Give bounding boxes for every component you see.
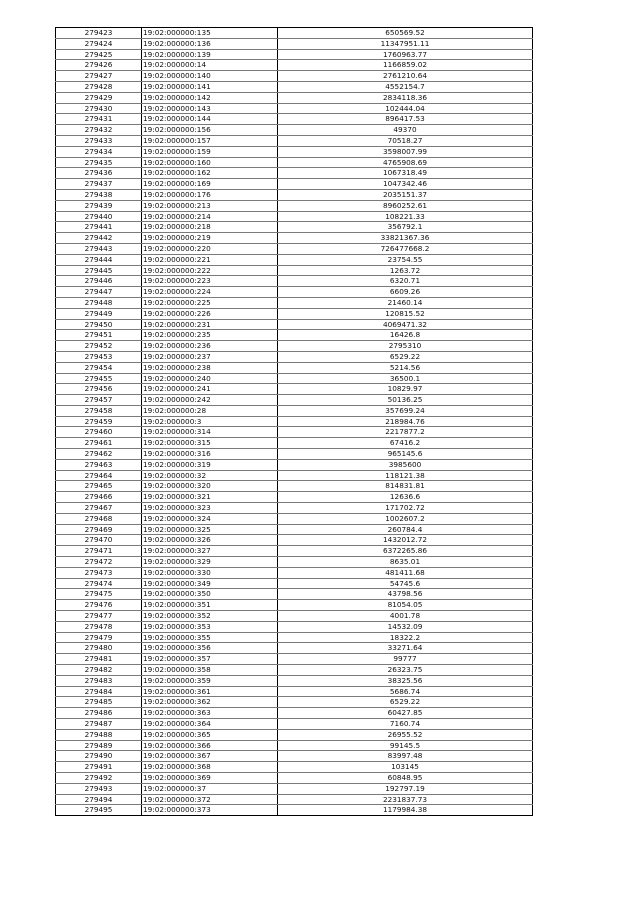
cell-id: 279452 [56, 341, 142, 352]
cell-value: 357699.24 [278, 405, 533, 416]
cell-id: 279451 [56, 330, 142, 341]
cell-id: 279469 [56, 524, 142, 535]
table-row [56, 405, 533, 416]
table-row [56, 254, 533, 265]
cell-time: 19:02:000000:323 [142, 503, 278, 514]
cell-id: 279491 [56, 762, 142, 773]
table-row [56, 589, 533, 600]
cell-time: 19:02:000000:176 [142, 189, 278, 200]
cell-value: 356792.1 [278, 222, 533, 233]
cell-time: 19:02:000000:358 [142, 665, 278, 676]
cell-value: 14532.09 [278, 621, 533, 632]
table-row [56, 384, 533, 395]
cell-id: 279458 [56, 405, 142, 416]
table-row [56, 632, 533, 643]
cell-time: 19:02:000000:355 [142, 632, 278, 643]
cell-value: 23754.55 [278, 254, 533, 265]
cell-value: 4552154.7 [278, 81, 533, 92]
cell-time: 19:02:000000:362 [142, 697, 278, 708]
cell-value: 7160.74 [278, 719, 533, 730]
cell-id: 279463 [56, 459, 142, 470]
cell-id: 279482 [56, 665, 142, 676]
cell-time: 19:02:000000:223 [142, 276, 278, 287]
table-row [56, 459, 533, 470]
cell-time: 19:02:000000:140 [142, 71, 278, 82]
cell-value: 650569.52 [278, 28, 533, 39]
cell-value: 6529.22 [278, 697, 533, 708]
cell-id: 279465 [56, 481, 142, 492]
cell-value: 3598007.99 [278, 146, 533, 157]
table-row [56, 114, 533, 125]
cell-value: 5214.56 [278, 362, 533, 373]
table-row [56, 38, 533, 49]
table-row [56, 643, 533, 654]
table-row [56, 578, 533, 589]
cell-value: 26955.52 [278, 729, 533, 740]
table-row [56, 416, 533, 427]
cell-time: 19:02:000000:366 [142, 740, 278, 751]
cell-value: 2035151.37 [278, 189, 533, 200]
table-row [56, 135, 533, 146]
cell-time: 19:02:000000:142 [142, 92, 278, 103]
cell-time: 19:02:000000:372 [142, 794, 278, 805]
cell-id: 279428 [56, 81, 142, 92]
table-row [56, 611, 533, 622]
cell-time: 19:02:000000:359 [142, 675, 278, 686]
cell-id: 279487 [56, 719, 142, 730]
cell-value: 260784.4 [278, 524, 533, 535]
cell-value: 43798.56 [278, 589, 533, 600]
cell-id: 279444 [56, 254, 142, 265]
table-row [56, 503, 533, 514]
cell-value: 49370 [278, 125, 533, 136]
cell-id: 279479 [56, 632, 142, 643]
cell-id: 279488 [56, 729, 142, 740]
cell-id: 279495 [56, 805, 142, 816]
cell-time: 19:02:000000:321 [142, 492, 278, 503]
cell-id: 279425 [56, 49, 142, 60]
cell-value: 8635.01 [278, 557, 533, 568]
cell-id: 279481 [56, 654, 142, 665]
cell-id: 279462 [56, 449, 142, 460]
cell-time: 19:02:000000:369 [142, 772, 278, 783]
data-table [55, 27, 533, 816]
cell-time: 19:02:000000:235 [142, 330, 278, 341]
cell-time: 19:02:000000:219 [142, 233, 278, 244]
cell-id: 279490 [56, 751, 142, 762]
cell-time: 19:02:000000:160 [142, 157, 278, 168]
cell-value: 6320.71 [278, 276, 533, 287]
table-row [56, 373, 533, 384]
cell-value: 10829.97 [278, 384, 533, 395]
table-row [56, 233, 533, 244]
cell-time: 19:02:000000:316 [142, 449, 278, 460]
cell-value: 481411.68 [278, 567, 533, 578]
cell-value: 18322.2 [278, 632, 533, 643]
table-row [56, 179, 533, 190]
cell-time: 19:02:000000:238 [142, 362, 278, 373]
table-row [56, 546, 533, 557]
cell-id: 279477 [56, 611, 142, 622]
table-row [56, 265, 533, 276]
cell-id: 279467 [56, 503, 142, 514]
table-row [56, 535, 533, 546]
cell-value: 118121.38 [278, 470, 533, 481]
cell-id: 279455 [56, 373, 142, 384]
cell-time: 19:02:000000:326 [142, 535, 278, 546]
cell-value: 1432012.72 [278, 535, 533, 546]
cell-id: 279431 [56, 114, 142, 125]
cell-time: 19:02:000000:327 [142, 546, 278, 557]
cell-time: 19:02:000000:231 [142, 319, 278, 330]
cell-value: 4765908.69 [278, 157, 533, 168]
cell-value: 60427.85 [278, 708, 533, 719]
cell-value: 33271.64 [278, 643, 533, 654]
cell-value: 36500.1 [278, 373, 533, 384]
cell-value: 99145.5 [278, 740, 533, 751]
table-row [56, 600, 533, 611]
cell-value: 6529.22 [278, 351, 533, 362]
cell-id: 279478 [56, 621, 142, 632]
table-row [56, 395, 533, 406]
cell-time: 19:02:000000:222 [142, 265, 278, 276]
table-row [56, 81, 533, 92]
cell-value: 83997.48 [278, 751, 533, 762]
cell-value: 21460.14 [278, 297, 533, 308]
cell-id: 279489 [56, 740, 142, 751]
table-row [56, 308, 533, 319]
table-row [56, 319, 533, 330]
cell-value: 6609.26 [278, 287, 533, 298]
cell-id: 279483 [56, 675, 142, 686]
cell-time: 19:02:000000:357 [142, 654, 278, 665]
cell-value: 2834118.36 [278, 92, 533, 103]
cell-time: 19:02:000000:162 [142, 168, 278, 179]
table-row [56, 783, 533, 794]
cell-id: 279437 [56, 179, 142, 190]
cell-id: 279433 [56, 135, 142, 146]
cell-time: 19:02:000000:353 [142, 621, 278, 632]
table-row [56, 28, 533, 39]
cell-id: 279475 [56, 589, 142, 600]
cell-time: 19:02:000000:356 [142, 643, 278, 654]
cell-time: 19:02:000000:330 [142, 567, 278, 578]
cell-value: 965145.6 [278, 449, 533, 460]
table-row [56, 665, 533, 676]
cell-time: 19:02:000000:143 [142, 103, 278, 114]
table-row [56, 654, 533, 665]
cell-id: 279471 [56, 546, 142, 557]
cell-id: 279472 [56, 557, 142, 568]
cell-id: 279470 [56, 535, 142, 546]
cell-id: 279441 [56, 222, 142, 233]
cell-time: 19:02:000000:214 [142, 211, 278, 222]
table-row [56, 621, 533, 632]
table-row [56, 524, 533, 535]
table-row [56, 557, 533, 568]
cell-time: 19:02:000000:373 [142, 805, 278, 816]
cell-time: 19:02:000000:220 [142, 243, 278, 254]
cell-time: 19:02:000000:135 [142, 28, 278, 39]
table-row [56, 222, 533, 233]
cell-id: 279438 [56, 189, 142, 200]
table-row [56, 686, 533, 697]
cell-value: 8960252.61 [278, 200, 533, 211]
cell-value: 12636.6 [278, 492, 533, 503]
cell-value: 1179984.38 [278, 805, 533, 816]
cell-value: 192797.19 [278, 783, 533, 794]
table-row [56, 470, 533, 481]
cell-time: 19:02:000000:225 [142, 297, 278, 308]
cell-id: 279448 [56, 297, 142, 308]
cell-time: 19:02:000000:141 [142, 81, 278, 92]
cell-id: 279429 [56, 92, 142, 103]
cell-id: 279468 [56, 513, 142, 524]
cell-value: 38325.56 [278, 675, 533, 686]
table-row [56, 243, 533, 254]
cell-id: 279464 [56, 470, 142, 481]
table-row [56, 157, 533, 168]
table-row [56, 351, 533, 362]
cell-value: 6372265.86 [278, 546, 533, 557]
cell-value: 4001.78 [278, 611, 533, 622]
cell-value: 1047342.46 [278, 179, 533, 190]
cell-time: 19:02:000000:319 [142, 459, 278, 470]
cell-value: 1002607.2 [278, 513, 533, 524]
cell-id: 279435 [56, 157, 142, 168]
cell-id: 279492 [56, 772, 142, 783]
cell-id: 279454 [56, 362, 142, 373]
cell-id: 279457 [56, 395, 142, 406]
cell-time: 19:02:000000:368 [142, 762, 278, 773]
table-body [56, 28, 533, 816]
cell-time: 19:02:000000:315 [142, 438, 278, 449]
cell-id: 279423 [56, 28, 142, 39]
table-row [56, 492, 533, 503]
cell-value: 2761210.64 [278, 71, 533, 82]
cell-value: 26323.75 [278, 665, 533, 676]
cell-time: 19:02:000000:241 [142, 384, 278, 395]
cell-value: 2231837.73 [278, 794, 533, 805]
table-row [56, 427, 533, 438]
cell-id: 279480 [56, 643, 142, 654]
cell-value: 99777 [278, 654, 533, 665]
table-row [56, 362, 533, 373]
cell-id: 279450 [56, 319, 142, 330]
cell-time: 19:02:000000:365 [142, 729, 278, 740]
cell-id: 279449 [56, 308, 142, 319]
cell-time: 19:02:000000:156 [142, 125, 278, 136]
cell-id: 279440 [56, 211, 142, 222]
table-row [56, 71, 533, 82]
table-row [56, 805, 533, 816]
table-row [56, 513, 533, 524]
cell-time: 19:02:000000:329 [142, 557, 278, 568]
cell-id: 279443 [56, 243, 142, 254]
cell-id: 279434 [56, 146, 142, 157]
table-row [56, 708, 533, 719]
table-row [56, 189, 533, 200]
table-row [56, 697, 533, 708]
cell-id: 279424 [56, 38, 142, 49]
cell-id: 279426 [56, 60, 142, 71]
table-row [56, 330, 533, 341]
cell-value: 103145 [278, 762, 533, 773]
table-row [56, 438, 533, 449]
cell-value: 67416.2 [278, 438, 533, 449]
cell-value: 11347951.11 [278, 38, 533, 49]
cell-time: 19:02:000000:324 [142, 513, 278, 524]
cell-time: 19:02:000000:213 [142, 200, 278, 211]
cell-value: 1263.72 [278, 265, 533, 276]
cell-id: 279473 [56, 567, 142, 578]
cell-time: 19:02:000000:349 [142, 578, 278, 589]
cell-value: 3985600 [278, 459, 533, 470]
table-row [56, 740, 533, 751]
table-row [56, 146, 533, 157]
cell-time: 19:02:000000:139 [142, 49, 278, 60]
cell-id: 279453 [56, 351, 142, 362]
cell-time: 19:02:000000:352 [142, 611, 278, 622]
cell-id: 279476 [56, 600, 142, 611]
table-row [56, 200, 533, 211]
cell-id: 279439 [56, 200, 142, 211]
table-row [56, 297, 533, 308]
cell-value: 70518.27 [278, 135, 533, 146]
cell-time: 19:02:000000:169 [142, 179, 278, 190]
cell-id: 279493 [56, 783, 142, 794]
cell-time: 19:02:000000:237 [142, 351, 278, 362]
cell-time: 19:02:000000:28 [142, 405, 278, 416]
cell-id: 279466 [56, 492, 142, 503]
table-row [56, 103, 533, 114]
cell-value: 50136.25 [278, 395, 533, 406]
table-row [56, 481, 533, 492]
table-row [56, 92, 533, 103]
cell-value: 896417.53 [278, 114, 533, 125]
table-row [56, 211, 533, 222]
cell-time: 19:02:000000:236 [142, 341, 278, 352]
table-row [56, 276, 533, 287]
cell-time: 19:02:000000:367 [142, 751, 278, 762]
cell-value: 102444.04 [278, 103, 533, 114]
table-row [56, 719, 533, 730]
cell-value: 16426.8 [278, 330, 533, 341]
cell-value: 1067318.49 [278, 168, 533, 179]
cell-time: 19:02:000000:350 [142, 589, 278, 600]
table-row [56, 49, 533, 60]
cell-value: 1166859.02 [278, 60, 533, 71]
cell-value: 726477668.2 [278, 243, 533, 254]
cell-id: 279461 [56, 438, 142, 449]
cell-id: 279456 [56, 384, 142, 395]
cell-id: 279442 [56, 233, 142, 244]
table-row [56, 729, 533, 740]
cell-time: 19:02:000000:14 [142, 60, 278, 71]
cell-time: 19:02:000000:314 [142, 427, 278, 438]
cell-id: 279486 [56, 708, 142, 719]
cell-time: 19:02:000000:325 [142, 524, 278, 535]
cell-time: 19:02:000000:240 [142, 373, 278, 384]
cell-id: 279460 [56, 427, 142, 438]
cell-time: 19:02:000000:157 [142, 135, 278, 146]
cell-id: 279436 [56, 168, 142, 179]
cell-id: 279459 [56, 416, 142, 427]
cell-time: 19:02:000000:159 [142, 146, 278, 157]
cell-time: 19:02:000000:218 [142, 222, 278, 233]
cell-value: 81054.05 [278, 600, 533, 611]
cell-value: 108221.33 [278, 211, 533, 222]
cell-value: 33821367.36 [278, 233, 533, 244]
cell-time: 19:02:000000:364 [142, 719, 278, 730]
cell-time: 19:02:000000:3 [142, 416, 278, 427]
table-row [56, 168, 533, 179]
table-row [56, 762, 533, 773]
cell-value: 5686.74 [278, 686, 533, 697]
table-row [56, 60, 533, 71]
table-row [56, 794, 533, 805]
cell-value: 2217877.2 [278, 427, 533, 438]
cell-id: 279445 [56, 265, 142, 276]
table-row [56, 751, 533, 762]
cell-time: 19:02:000000:221 [142, 254, 278, 265]
cell-id: 279430 [56, 103, 142, 114]
cell-time: 19:02:000000:32 [142, 470, 278, 481]
cell-value: 120815.52 [278, 308, 533, 319]
cell-value: 4069471.32 [278, 319, 533, 330]
table-row [56, 675, 533, 686]
cell-value: 2795310 [278, 341, 533, 352]
cell-time: 19:02:000000:320 [142, 481, 278, 492]
table-row [56, 125, 533, 136]
cell-time: 19:02:000000:136 [142, 38, 278, 49]
cell-id: 279474 [56, 578, 142, 589]
cell-time: 19:02:000000:144 [142, 114, 278, 125]
cell-value: 60848.95 [278, 772, 533, 783]
table-row [56, 287, 533, 298]
cell-time: 19:02:000000:351 [142, 600, 278, 611]
cell-id: 279484 [56, 686, 142, 697]
cell-value: 171702.72 [278, 503, 533, 514]
table-row [56, 449, 533, 460]
cell-time: 19:02:000000:361 [142, 686, 278, 697]
cell-time: 19:02:000000:242 [142, 395, 278, 406]
cell-time: 19:02:000000:224 [142, 287, 278, 298]
cell-id: 279427 [56, 71, 142, 82]
cell-id: 279447 [56, 287, 142, 298]
cell-id: 279446 [56, 276, 142, 287]
cell-time: 19:02:000000:363 [142, 708, 278, 719]
table-row [56, 772, 533, 783]
table-row [56, 567, 533, 578]
cell-id: 279432 [56, 125, 142, 136]
cell-id: 279485 [56, 697, 142, 708]
cell-time: 19:02:000000:226 [142, 308, 278, 319]
cell-value: 218984.76 [278, 416, 533, 427]
cell-value: 54745.6 [278, 578, 533, 589]
cell-id: 279494 [56, 794, 142, 805]
table-row [56, 341, 533, 352]
cell-time: 19:02:000000:37 [142, 783, 278, 794]
cell-value: 814831.81 [278, 481, 533, 492]
cell-value: 1760963.77 [278, 49, 533, 60]
